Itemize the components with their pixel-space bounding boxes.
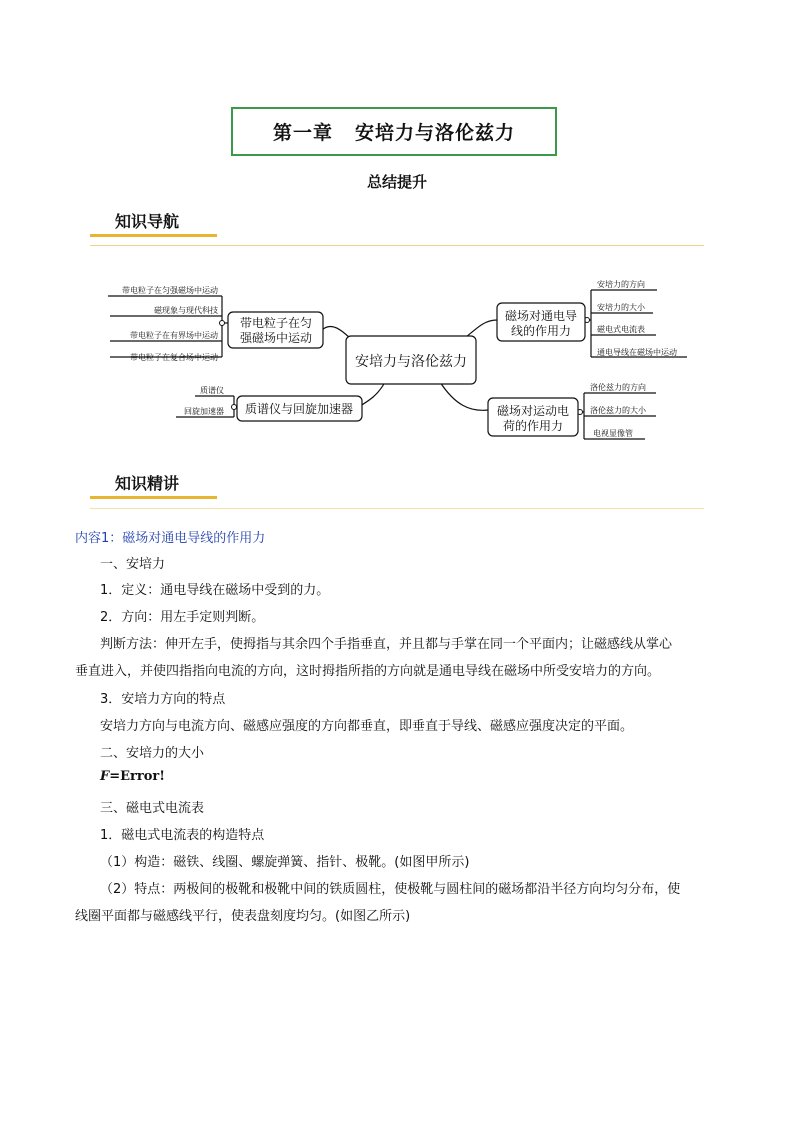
mindmap-leaf: 带电粒子在复合场中运动 [130,353,218,362]
content-heading: 内容1：磁场对通电导线的作用力 [75,531,266,546]
formula-variable: F [100,769,110,784]
mindmap-leaf: 通电导线在磁场中运动 [597,348,677,357]
mindmap-center-label: 安培力与洛伦兹力 [355,354,467,370]
mindmap-right-bottom-line2: 荷的作用力 [502,419,564,433]
mindmap-right-top-line1: 磁场对通电导 [504,309,578,323]
page-subtitle: 总结提升 [366,173,427,191]
paragraph: 判断方法：伸开左手，使拇指与其余四个手指垂直，并且都与手掌在同一个平面内；让磁感线从掌心 [100,637,673,652]
mindmap-left-top-line2: 强磁场中运动 [239,331,313,345]
formula [100,769,165,784]
mindmap-left-bottom-label: 质谱仪与回旋加速器 [244,402,354,416]
mindmap-leaf: 安培力的大小 [597,303,645,312]
paragraph: 垂直进入，并使四指指向电流的方向，这时拇指所指的方向就是通电导线在磁场中所受安培力的方向。 [75,664,661,679]
mindmap-leaf: 磁现象与现代科技 [154,306,218,315]
mindmap-leaf: 磁电式电流表 [597,325,645,334]
mindmap-leaf: 电视显像管 [593,429,633,438]
paragraph: 线圈平面都与磁感线平行，使表盘刻度均匀。(如图乙所示) [75,909,411,924]
paragraph: 安培力方向与电流方向、磁感应强度的方向都垂直，即垂直于导线、磁感应强度决定的平面。 [100,719,634,734]
mindmap-left-top-line1: 带电粒子在匀 [239,316,313,330]
section-heading-detail: 知识精讲 [115,474,180,493]
paragraph: （2）特点：两极间的极靴和极靴中间的铁质圆柱，使极靴与圆柱间的磁场都沿半径方向均匀分布，使 [100,882,681,897]
formula-value: =Error! [109,769,165,784]
mindmap-leaf: 洛伦兹力的大小 [590,406,646,415]
heading-line: 三、磁电式电流表 [100,801,205,816]
section-heading-nav: 知识导航 [115,212,180,231]
mindmap-leaf: 质谱仪 [200,386,224,395]
mindmap-right-top-line2: 线的作用力 [510,324,572,338]
mindmap-right-bottom-line1: 磁场对运动电 [496,404,570,418]
mindmap-leaf: 安培力的方向 [597,280,645,289]
paragraph: 1．定义：通电导线在磁场中受到的力。 [100,583,330,598]
mindmap-leaf: 洛伦兹力的方向 [590,383,646,392]
heading-line: 二、安培力的大小 [100,746,205,761]
section-rule [90,508,704,509]
mindmap-leaf: 带电粒子在匀强磁场中运动 [122,286,218,295]
paragraph: （1）构造：磁铁、线圈、螺旋弹簧、指针、极靴。(如图甲所示) [100,855,470,870]
paragraph: 3．安培力方向的特点 [100,692,226,707]
chapter-number: 第一章 [272,122,333,144]
mindmap-leaf: 带电粒子在有界场中运动 [130,331,218,340]
paragraph: 1．磁电式电流表的构造特点 [100,828,265,843]
paragraph: 2．方向：用左手定则判断。 [100,610,265,625]
mind-map [0,0,794,460]
section-underline [90,496,217,499]
chapter-title: 安培力与洛伦兹力 [355,122,516,144]
heading-line: 一、安培力 [100,557,166,572]
mindmap-leaf: 回旋加速器 [184,407,224,416]
